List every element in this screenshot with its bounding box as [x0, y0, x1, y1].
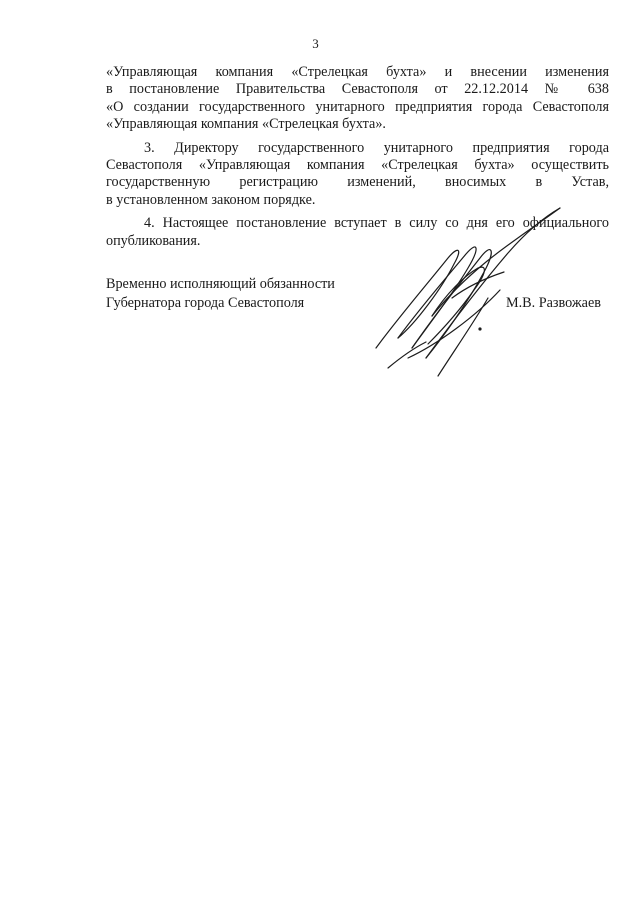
paragraph-line: 3. Директору государственного унитарного предприятия города — [144, 139, 609, 156]
handwritten-signature — [368, 198, 568, 388]
paragraph-line: Севастополя «Управляющая компания «Стрелецкая бухта» осуществить — [106, 157, 609, 174]
page-number: 3 — [312, 36, 319, 51]
signer-position-line: Губернатора города Севастополя — [106, 295, 305, 311]
signer-position-line: Временно исполняющий обязанности — [106, 276, 335, 292]
signer-position — [106, 275, 335, 313]
paragraph-line: в постановление Правительства Севастополя от 22.12.2014 № 638 — [106, 81, 609, 98]
paragraph-line: «Управляющая компания «Стрелецкая бухта». — [106, 116, 386, 133]
paragraph-line: государственную регистрацию изменений, вносимых в Устав, — [106, 174, 609, 191]
paragraph-line: опубликования. — [106, 232, 201, 249]
paragraph-line: «Управляющая компания «Стрелецкая бухта» и внесении изменения — [106, 64, 609, 80]
paragraph-line: «О создании государственного унитарного предприятия города Севастополя — [106, 98, 609, 115]
paragraph-line: 4. Настоящее постановление вступает в силу со дня его официального — [144, 215, 609, 232]
signer-name: М.В. Развожаев — [506, 295, 601, 311]
paragraph-line: в установленном законом порядке. — [106, 191, 316, 208]
